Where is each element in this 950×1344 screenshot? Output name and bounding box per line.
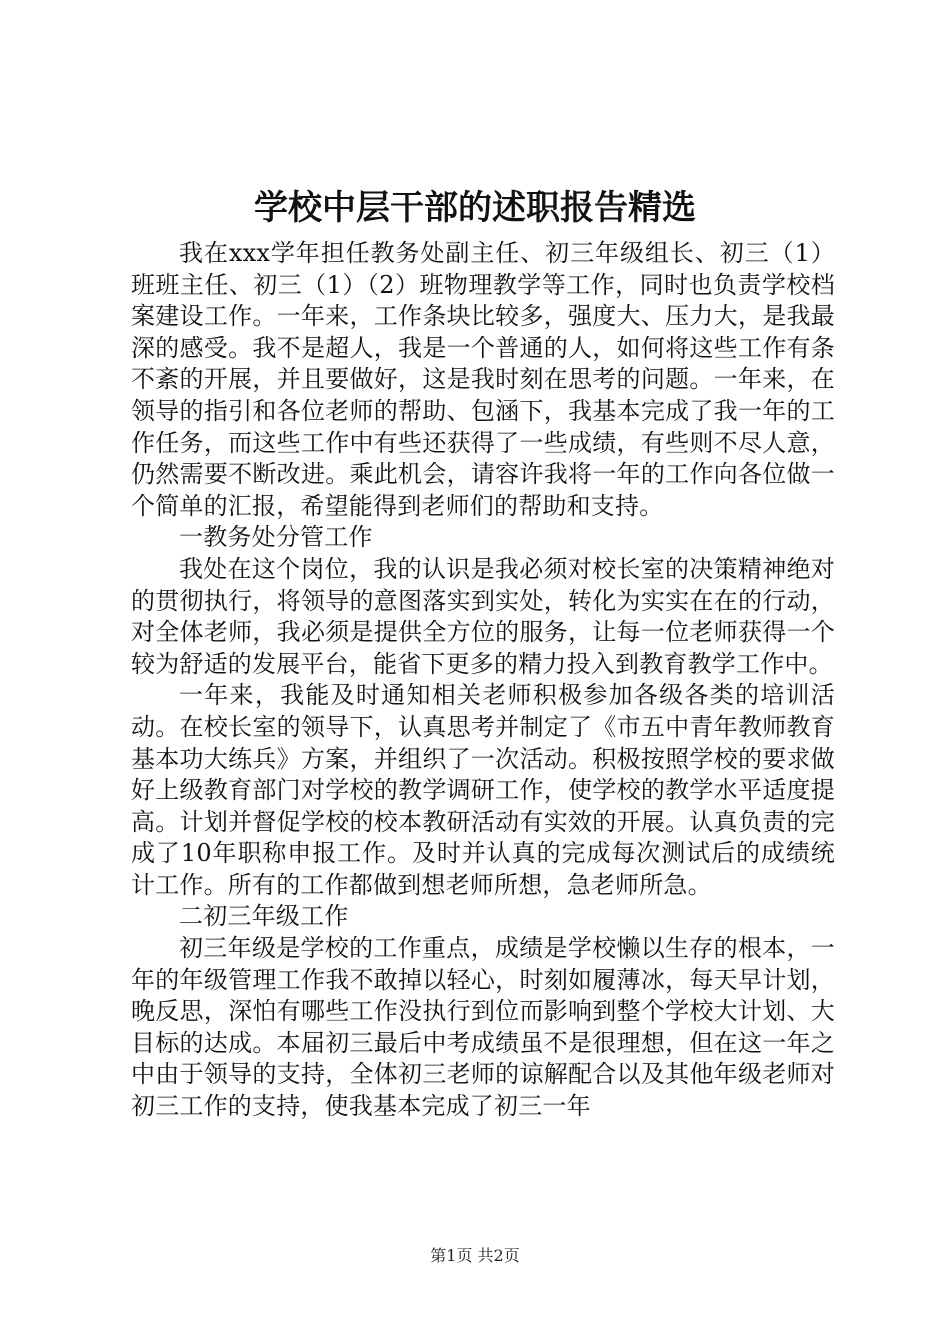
paragraph-section-2-a: 初三年级是学校的工作重点，成绩是学校懒以生存的根本，一年的年级管理工作我不敢掉以轻心，时刻如履薄冰，每天早计划，晚反思，深怕有哪些工作没执行到位而影响到整个学校大计划、大目标的达成。本届初三最后中考成绩虽不是很理想，但在这一年之中由于领导的支持，全体初三老师的谅解配合以及其他年级老师对初三工作的支持，使我基本完成了初三一年 bbox=[131, 934, 835, 1121]
paragraph-section-1-b: 一年来，我能及时通知相关老师积极参加各级各类的培训活动。在校长室的领导下，认真思考并制定了《市五中青年教师教育基本功大练兵》方案，并组织了一次活动。积极按照学校的要求做好上级教育部门对学校的教学调研工作，使学校的教学水平适度提高。计划并督促学校的校本教研活动有实效的开展。认真负责的完成了10年职称申报工作。及时并认真的完成每次测试后的成绩统计工作。所有的工作都做到想老师所想，急老师所急。 bbox=[131, 681, 835, 899]
document-title: 学校中层干部的述职报告精选 bbox=[254, 188, 696, 228]
section-heading-2: 二初三年级工作 bbox=[179, 902, 349, 931]
page-number-footer: 第1页 共2页 bbox=[430, 1246, 520, 1265]
document-body bbox=[131, 238, 835, 1123]
paragraph-section-1-a: 我处在这个岗位，我的认识是我必须对校长室的决策精神绝对的贯彻执行，将领导的意图落实到实处，转化为实实在在的行动，对全体老师，我必须是提供全方位的服务，让每一位老师获得一个较为舒适的发展平台，能省下更多的精力投入到教育教学工作中。 bbox=[131, 554, 835, 678]
section-heading-1: 一教务处分管工作 bbox=[179, 523, 373, 552]
paragraph-intro: 我在xxx学年担任教务处副主任、初三年级组长、初三（1）班班主任、初三（1）（2）班物理教学等工作，同时也负责学校档案建设工作。一年来，工作条块比较多，强度大、压力大，是我最深的感受。我不是超人，我是一个普通的人，如何将这些工作有条不紊的开展，并且要做好，这是我时刻在思考的问题。一年来，在领导的指引和各位老师的帮助、包涵下，我基本完成了我一年的工作任务，而这些工作中有些还获得了一些成绩，有些则不尽人意，仍然需要不断改进。乘此机会，请容许我将一年的工作向各位做一个简单的汇报，希望能得到老师们的帮助和支持。 bbox=[131, 239, 835, 520]
